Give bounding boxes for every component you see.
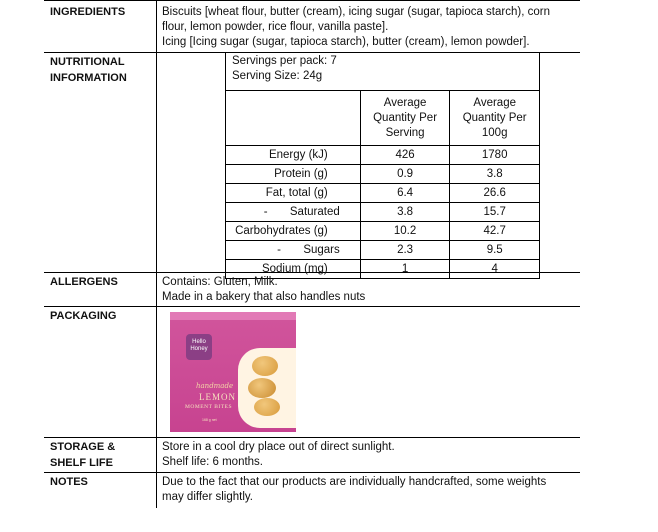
ingredients-line: Icing [Icing sugar (sugar, tapioca starch), butter (cream), lemon powder]. — [162, 36, 530, 48]
storage-label — [50, 439, 115, 471]
nutrient-name: - Sugars — [226, 241, 361, 260]
nutrient-name: Protein (g) — [226, 165, 361, 184]
header-line: 100g — [481, 126, 508, 139]
product-box-image — [170, 312, 296, 432]
biscuit — [248, 378, 276, 398]
biscuit — [254, 398, 280, 416]
allergens-line: Made in a bakery that also handles nuts — [162, 291, 366, 303]
top-border — [44, 0, 580, 1]
box-subtitle: MOMENT BITES — [185, 404, 232, 410]
nutrition-label-line: INFORMATION — [50, 72, 127, 84]
per-serving-value: 2.3 — [360, 241, 450, 260]
nutrition-row — [226, 165, 540, 184]
nutrition-header-row — [226, 91, 540, 146]
per-100g-value: 9.5 — [450, 241, 540, 260]
header-line: Quantity Per — [373, 111, 438, 124]
nutrient-name: Sodium (mg) — [226, 260, 361, 279]
per-100g-value: 42.7 — [450, 222, 540, 241]
per-100g-value: 26.6 — [450, 184, 540, 203]
storage-text — [162, 440, 395, 470]
nutrition-row — [226, 241, 540, 260]
allergens-text — [162, 275, 365, 305]
nutrition-table — [225, 90, 540, 279]
row-divider — [44, 437, 580, 438]
servings-per-pack: Servings per pack: 7 — [232, 55, 337, 67]
header-line: Serving — [385, 126, 425, 139]
nutrient-name: - Saturated — [226, 203, 361, 222]
nutrient-name: Energy (kJ) — [226, 146, 361, 165]
nutrition-row — [226, 222, 540, 241]
ingredients-label: INGREDIENTS — [50, 6, 126, 18]
header-per-100g — [450, 91, 540, 146]
brand-logo — [186, 334, 212, 360]
per-serving-value: 3.8 — [360, 203, 450, 222]
storage-label-line: STORAGE & — [50, 441, 116, 453]
nutrition-row — [226, 184, 540, 203]
per-100g-value: 15.7 — [450, 203, 540, 222]
header-line: Average — [383, 96, 427, 109]
header-per-serving — [360, 91, 450, 146]
per-serving-value: 0.9 — [360, 165, 450, 184]
notes-line: Due to the fact that our products are individually handcrafted, some weights — [162, 476, 547, 488]
box-top-flap — [170, 312, 296, 320]
nutrition-label — [50, 54, 127, 86]
biscuit — [252, 356, 278, 376]
packaging-label: PACKAGING — [50, 310, 117, 322]
box-script-text: handmade — [196, 382, 234, 390]
notes-line: may differ slightly. — [162, 491, 253, 503]
storage-line: Store in a cool dry place out of direct sunlight. — [162, 441, 395, 453]
box-title: LEMON — [199, 392, 236, 402]
header-line: Average — [473, 96, 516, 109]
per-serving-value: 10.2 — [360, 222, 450, 241]
servings-box — [225, 52, 540, 90]
header-blank — [226, 91, 361, 146]
ingredients-line: Biscuits [wheat flour, butter (cream), icing sugar (sugar, tapioca starch), corn — [162, 6, 550, 18]
header-line: Quantity Per — [462, 111, 527, 124]
column-divider — [156, 0, 157, 508]
per-100g-value: 3.8 — [450, 165, 540, 184]
nutrition-row — [226, 146, 540, 165]
nutrition-label-line: NUTRITIONAL — [50, 56, 125, 68]
per-serving-value: 426 — [360, 146, 450, 165]
nutrient-name: Fat, total (g) — [226, 184, 361, 203]
ingredients-line: flour, lemon powder, rice flour, vanilla paste]. — [162, 21, 389, 33]
ingredients-text — [162, 5, 550, 50]
brand-name: Hello Honey — [190, 339, 208, 352]
per-serving-value: 6.4 — [360, 184, 450, 203]
per-100g-value: 4 — [450, 260, 540, 279]
per-100g-value: 1780 — [450, 146, 540, 165]
allergens-line: Contains: Gluten, Milk. — [162, 276, 278, 288]
notes-label: NOTES — [50, 476, 88, 488]
storage-label-line: SHELF LIFE — [50, 457, 113, 469]
allergens-label: ALLERGENS — [50, 276, 118, 288]
serving-size: Serving Size: 24g — [232, 70, 323, 82]
box-window — [238, 348, 296, 428]
row-divider — [44, 306, 580, 307]
nutrient-name: Carbohydrates (g) — [226, 222, 361, 241]
nutrition-row — [226, 203, 540, 222]
row-divider — [44, 472, 580, 473]
box-weight: 168 g net — [202, 418, 217, 422]
notes-text — [162, 475, 546, 505]
storage-line: Shelf life: 6 months. — [162, 456, 263, 468]
per-serving-value: 1 — [360, 260, 450, 279]
